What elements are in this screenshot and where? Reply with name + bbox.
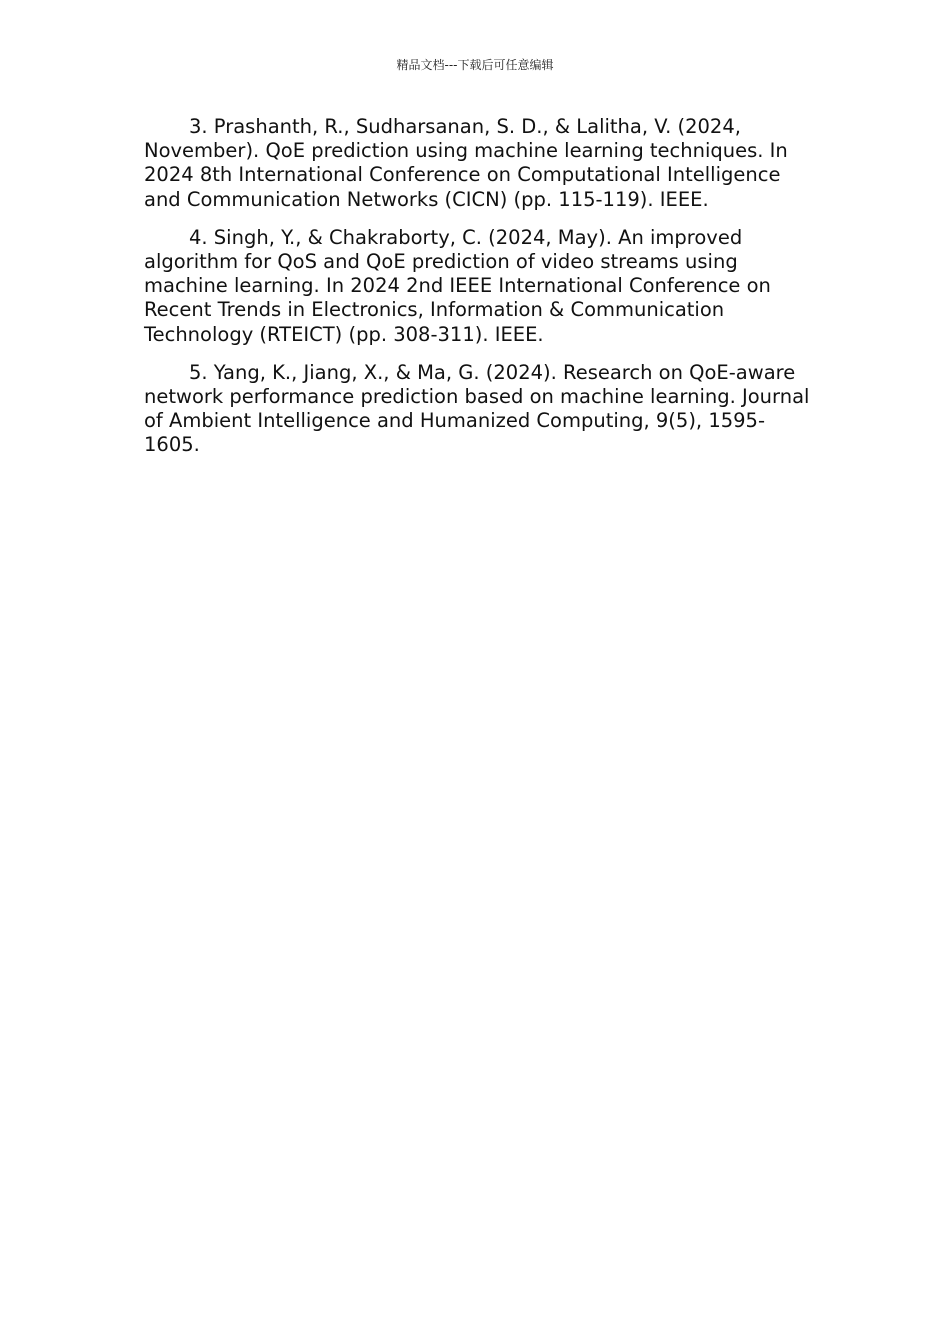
reference-item-3: 3. Prashanth, R., Sudharsanan, S. D., & Lalitha, V. (2024, November). QoE prediction using machine learning techniques. In 2024 8th International Conference on Computational Intelligence and Communication Networks (CICN) (pp. 115-119). IEEE. [144, 115, 788, 211]
reference-item-4: 4. Singh, Y., & Chakraborty, C. (2024, May). An improved algorithm for QoS and QoE prediction of video streams using machine learning. In 2024 2nd IEEE International Conference on Recent Trends in Electronics, Information & Communication Technology (RTEICT) (pp. 308-311). IEEE. [144, 225, 771, 346]
reference-list [144, 115, 810, 472]
reference-item-5: 5. Yang, K., Jiang, X., & Ma, G. (2024). Research on QoE-aware network performance prediction based on machine learning. Journal of Ambient Intelligence and Humanized Computing, 9(5), 1595-1605. [144, 360, 810, 457]
page-header: 精品文档---下载后可任意编辑 [396, 58, 554, 72]
